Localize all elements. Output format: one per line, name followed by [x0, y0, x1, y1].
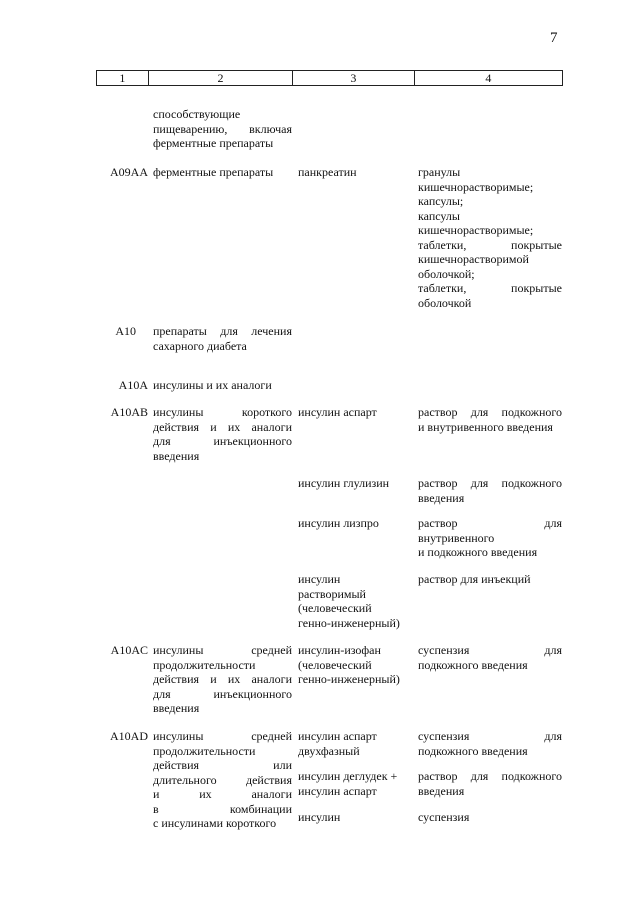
medicine-name: [298, 810, 410, 825]
dosage-form: [418, 405, 562, 434]
med-line: растворимый: [298, 586, 366, 601]
dosage-form: [418, 729, 562, 758]
med-line: (человеческий: [298, 657, 372, 672]
form-line: подкожного введения: [418, 743, 528, 758]
desc-line: введения: [153, 701, 200, 715]
table-row-description: [153, 324, 292, 353]
dosage-form: [418, 165, 562, 310]
med-line: генно-инженерный): [298, 615, 400, 630]
form-line: раствор для инъекций: [418, 572, 531, 586]
med-line: инсулин деглудек +: [298, 769, 398, 783]
medicine-name: [298, 516, 410, 531]
dosage-form: [418, 643, 562, 672]
medicine-name: [298, 643, 410, 687]
med-line: инсулин-изофан: [298, 643, 381, 657]
dosage-form: [418, 769, 562, 798]
form-line: подкожного введения: [418, 657, 528, 672]
form-line: суспензия для: [418, 643, 562, 657]
desc-line: и их аналоги: [153, 787, 292, 801]
form-line: кишечнорастворимой: [418, 252, 529, 266]
form-line: кишечнорастворимые;: [418, 223, 534, 237]
desc-line: ферментные препараты: [153, 165, 274, 179]
medicine-name: [298, 405, 410, 420]
form-line: и подкожного введения: [418, 545, 538, 559]
form-line: оболочкой;: [418, 266, 475, 281]
desc-line: действия и их аналоги: [153, 672, 292, 686]
desc-line: для инъекционного: [153, 434, 292, 448]
medicine-name: [298, 729, 410, 758]
desc-line: инсулины и их аналоги: [153, 378, 272, 392]
form-line: таблетки, покрытые: [418, 237, 562, 252]
form-line: кишечнорастворимые;: [418, 179, 534, 194]
desc-line: сахарного диабета: [153, 338, 247, 353]
table-row-description: [153, 729, 292, 831]
form-line: раствор для: [418, 516, 562, 530]
form-line: раствор для подкожного: [418, 405, 562, 419]
medicine-name: [298, 572, 410, 630]
form-line: капсулы;: [418, 194, 464, 208]
form-line: капсулы: [418, 208, 460, 223]
med-line: инсулин аспарт: [298, 729, 377, 743]
med-line: панкреатин: [298, 165, 357, 179]
medicine-name: [298, 769, 410, 798]
table-row-description: [153, 405, 292, 463]
form-line: раствор для подкожного: [418, 476, 562, 490]
med-line: генно-инженерный): [298, 672, 400, 686]
atc-code: A10A: [118, 378, 148, 392]
desc-line: для инъекционного: [153, 686, 292, 701]
form-line: суспензия для: [418, 729, 562, 743]
header-col-3: 3: [293, 71, 414, 85]
desc-line: продолжительности: [153, 743, 256, 758]
atc-code: A10: [115, 324, 136, 338]
form-line: гранулы: [418, 165, 461, 179]
form-line: таблетки, покрытые: [418, 281, 562, 295]
desc-line: пищеварению, включая: [153, 121, 292, 136]
header-col-4: 4: [415, 71, 563, 85]
atc-code: A10AC: [110, 643, 148, 657]
dosage-form: [418, 476, 562, 505]
dosage-form: [418, 516, 562, 560]
desc-line: длительного действия: [153, 772, 292, 787]
desc-line: продолжительности: [153, 657, 256, 672]
form-line: и внутривенного введения: [418, 419, 553, 434]
header-col-2: 2: [149, 71, 293, 85]
atc-code: A09AA: [110, 165, 148, 179]
desc-line: действия и их аналоги: [153, 419, 292, 434]
desc-line: действия или: [153, 758, 292, 772]
table-header: [96, 70, 563, 86]
med-line: инсулин лизпро: [298, 516, 379, 530]
form-line: внутривенного: [418, 530, 495, 545]
med-line: инсулин: [298, 572, 341, 586]
form-line: суспензия: [418, 810, 470, 824]
desc-line: с инсулинами короткого: [153, 816, 277, 830]
desc-line: введения: [153, 448, 200, 463]
table-row-description: [153, 643, 292, 716]
med-line: инсулин: [298, 810, 341, 824]
desc-line: способствующие: [153, 107, 241, 121]
med-line: двухфазный: [298, 743, 360, 758]
form-line: раствор для подкожного: [418, 769, 562, 783]
medicine-name: [298, 165, 410, 180]
atc-code: A10AD: [110, 729, 148, 743]
form-line: введения: [418, 490, 465, 505]
desc-line: инсулины средней: [153, 643, 292, 657]
table-row-description: [153, 378, 292, 393]
form-line: оболочкой: [418, 295, 472, 310]
dosage-form: [418, 572, 562, 587]
dosage-form: [418, 810, 562, 825]
atc-code: A10AB: [110, 405, 148, 419]
med-line: инсулин глулизин: [298, 476, 390, 490]
med-line: инсулин аспарт: [298, 405, 377, 419]
table-row-description: [153, 107, 292, 151]
desc-line: в комбинации: [153, 801, 292, 816]
desc-line: препараты для лечения: [153, 324, 292, 338]
page-number: 7: [550, 30, 558, 46]
med-line: инсулин аспарт: [298, 783, 377, 798]
desc-line: инсулины короткого: [153, 405, 292, 419]
desc-line: ферментные препараты: [153, 136, 274, 150]
table-row-description: [153, 165, 292, 180]
med-line: (человеческий: [298, 601, 372, 615]
medicine-name: [298, 476, 410, 491]
desc-line: инсулины средней: [153, 729, 292, 743]
form-line: введения: [418, 783, 465, 798]
header-col-1: 1: [97, 71, 149, 85]
